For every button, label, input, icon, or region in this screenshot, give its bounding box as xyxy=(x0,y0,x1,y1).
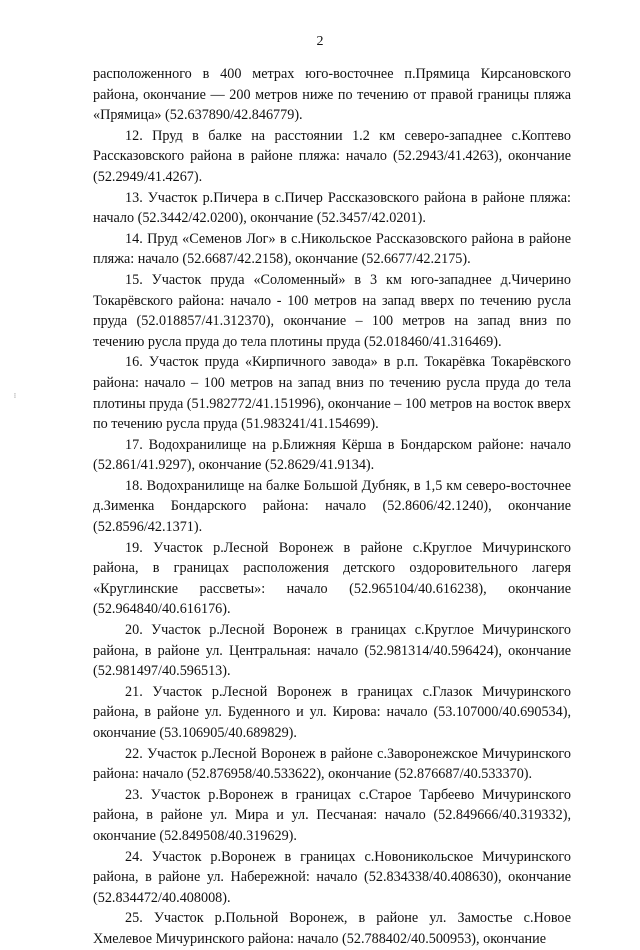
list-item-16: 16. Участок пруда «Кирпичного завода» в р.п. Токарёвка Токарёвского района: начало – 100 метров на запад вниз по течению русла пруда до тела плотины пруда (51.982772/41.151996), окончание – 100 метров на восток вверх по течению русла пруда (51.983241/41.154699). xyxy=(93,354,571,433)
document-body xyxy=(93,64,571,950)
list-item-19: 19. Участок р.Лесной Воронеж в районе с.Круглое Мичуринского района, в границах расположения детского оздоровительного лагеря «Круглинские рассветы»: начало (52.965104/40.616238), окончание (52.964840/40.616176). xyxy=(93,539,571,618)
list-item-14: 14. Пруд «Семенов Лог» в с.Никольское Рассказовского района в районе пляжа: начало (52.6687/42.2158), окончание (52.6677/42.2175). xyxy=(93,230,571,268)
list-item-15: 15. Участок пруда «Соломенный» в 3 км юго-западнее д.Чичерино Токарёвского района: начало - 100 метров на запад вверх по течению русла пруда (52.018857/41.312370), окончание – 100 метров на запад вниз по течению русла пруда до тела плотины пруда (52.018460/41.316469). xyxy=(93,271,571,350)
list-item-21: 21. Участок р.Лесной Воронеж в границах с.Глазок Мичуринского района, в районе ул. Буденного и ул. Кирова: начало (53.107000/40.690534), окончание (53.106905/40.689829). xyxy=(93,683,571,741)
list-item-24: 24. Участок р.Воронеж в границах с.Новоникольское Мичуринского района, в районе ул. Набережной: начало (52.834338/40.408630), окончание (52.834472/40.408008). xyxy=(93,848,571,906)
list-item-12: 12. Пруд в балке на расстоянии 1.2 км северо-западнее с.Коптево Рассказовского района в районе пляжа: начало (52.2943/41.4263), окончание (52.2949/41.4267). xyxy=(93,127,571,185)
list-item-22: 22. Участок р.Лесной Воронеж в районе с.Заворонежское Мичуринского района: начало (52.876958/40.533622), окончание (52.876687/40.533370). xyxy=(93,745,571,783)
list-item-17: 17. Водохранилище на р.Ближняя Кёрша в Бондарском районе: начало (52.861/41.9297), окончание (52.8629/41.9134). xyxy=(93,436,571,474)
list-item-20: 20. Участок р.Лесной Воронеж в границах с.Круглое Мичуринского района, в районе ул. Центральная: начало (52.981314/40.596424), окончание (52.981497/40.596513). xyxy=(93,622,571,680)
page-number: 2 xyxy=(316,34,324,49)
list-item-13: 13. Участок р.Пичера в с.Пичер Рассказовского района в районе пляжа: начало (52.3442/42.0200), окончание (52.3457/42.0201). xyxy=(93,189,571,227)
margin-mark: ⁞ xyxy=(14,392,16,400)
list-item-25: 25. Участок р.Польной Воронеж, в районе ул. Замостье с.Новое Хмелевое Мичуринского района: начало (52.788402/40.500953), окончание xyxy=(93,910,571,947)
paragraph-continuation: расположенного в 400 метрах юго-восточнее п.Прямица Кирсановского района, окончание — 200 метров ниже по течению от правой границы пляжа «Прямица» (52.637890/42.846779). xyxy=(93,66,571,124)
list-item-18: 18. Водохранилище на балке Большой Дубняк, в 1,5 км северо-восточнее д.Зименка Бондарского района: начало (52.8606/42.1240), окончание (52.8596/42.1371). xyxy=(93,477,571,536)
list-item-23: 23. Участок р.Воронеж в границах с.Старое Тарбеево Мичуринского района, в районе ул. Мира и ул. Песчаная: начало (52.849666/40.319332), окончание (52.849508/40.319629). xyxy=(93,786,571,844)
